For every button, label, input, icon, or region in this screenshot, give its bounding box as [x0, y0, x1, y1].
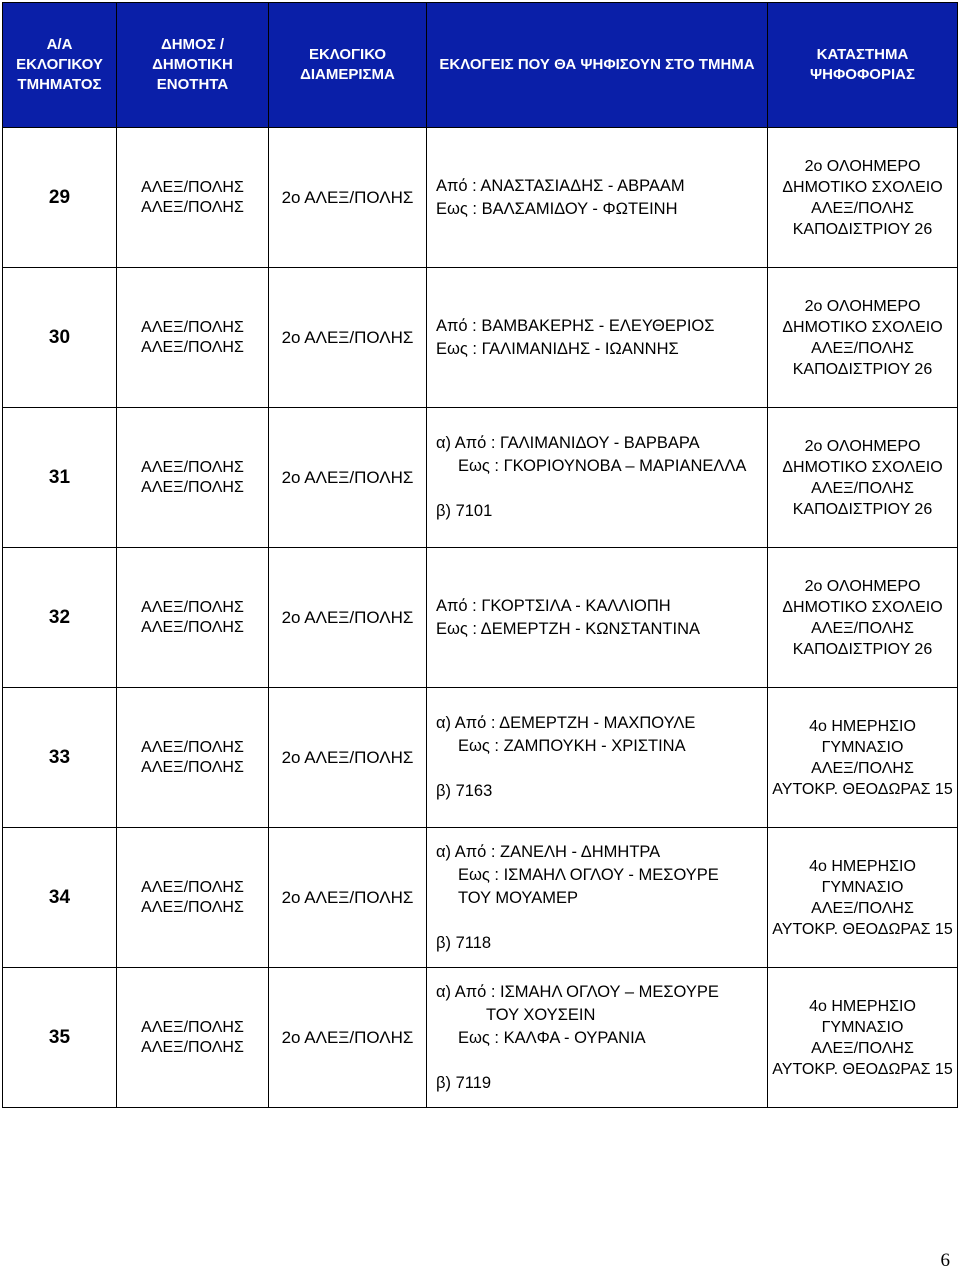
row-number: 33 — [3, 688, 117, 828]
table-row — [3, 968, 958, 1108]
table-body — [3, 128, 958, 1108]
row-number: 30 — [3, 268, 117, 408]
row-voters: α) Από : ΔΕΜΕΡΤΖΗ - ΜΑΧΠΟΥΛΕ Εως : ΖΑΜΠΟΥΚΗ - ΧΡΙΣΤΙΝΑ β) 7163 — [427, 688, 768, 828]
row-district: 2ο ΑΛΕΞ/ΠΟΛΗΣ — [269, 828, 427, 968]
row-district: 2ο ΑΛΕΞ/ΠΟΛΗΣ — [269, 548, 427, 688]
polling-stations-table — [2, 2, 958, 1108]
row-municipality: ΑΛΕΞ/ΠΟΛΗΣ ΑΛΕΞ/ΠΟΛΗΣ — [117, 268, 269, 408]
row-municipality: ΑΛΕΞ/ΠΟΛΗΣ ΑΛΕΞ/ΠΟΛΗΣ — [117, 548, 269, 688]
row-municipality: ΑΛΕΞ/ΠΟΛΗΣ ΑΛΕΞ/ΠΟΛΗΣ — [117, 408, 269, 548]
row-municipality: ΑΛΕΞ/ΠΟΛΗΣ ΑΛΕΞ/ΠΟΛΗΣ — [117, 688, 269, 828]
row-municipality: ΑΛΕΞ/ΠΟΛΗΣ ΑΛΕΞ/ΠΟΛΗΣ — [117, 968, 269, 1108]
row-district: 2ο ΑΛΕΞ/ΠΟΛΗΣ — [269, 268, 427, 408]
row-location: 2ο ΟΛΟΗΜΕΡΟ ΔΗΜΟΤΙΚΟ ΣΧΟΛΕΙΟ ΑΛΕΞ/ΠΟΛΗΣ ΚΑΠΟΔΙΣΤΡΙΟΥ 26 — [768, 408, 958, 548]
row-number: 29 — [3, 128, 117, 268]
row-number: 31 — [3, 408, 117, 548]
row-voters: α) Από : ΖΑΝΕΛΗ - ΔΗΜΗΤΡΑ Εως : ΙΣΜΑΗΛ ΟΓΛΟΥ - ΜΕΣΟΥΡΕ ΤΟΥ ΜΟΥΑΜΕΡ β) 7118 — [427, 828, 768, 968]
header-col-voters: ΕΚΛΟΓΕΙΣ ΠΟΥ ΘΑ ΨΗΦΙΣΟΥΝ ΣΤΟ ΤΜΗΜΑ — [427, 3, 768, 128]
row-number: 32 — [3, 548, 117, 688]
header-col-number: Α/Α ΕΚΛΟΓΙΚΟΥ ΤΜΗΜΑΤΟΣ — [3, 3, 117, 128]
table-row — [3, 688, 958, 828]
row-district: 2ο ΑΛΕΞ/ΠΟΛΗΣ — [269, 688, 427, 828]
row-voters: Από : ΓΚΟΡΤΣΙΛΑ - ΚΑΛΛΙΟΠΗ Εως : ΔΕΜΕΡΤΖΗ - ΚΩΝΣΤΑΝΤΙΝΑ — [427, 548, 768, 688]
table-row — [3, 408, 958, 548]
row-district: 2ο ΑΛΕΞ/ΠΟΛΗΣ — [269, 408, 427, 548]
row-voters: α) Από : ΓΑΛΙΜΑΝΙΔΟΥ - ΒΑΡΒΑΡΑ Εως : ΓΚΟΡΙΟΥΝΟΒΑ – ΜΑΡΙΑΝΕΛΛΑ β) 7101 — [427, 408, 768, 548]
row-location: 2ο ΟΛΟΗΜΕΡΟ ΔΗΜΟΤΙΚΟ ΣΧΟΛΕΙΟ ΑΛΕΞ/ΠΟΛΗΣ ΚΑΠΟΔΙΣΤΡΙΟΥ 26 — [768, 128, 958, 268]
table-row — [3, 268, 958, 408]
row-municipality: ΑΛΕΞ/ΠΟΛΗΣ ΑΛΕΞ/ΠΟΛΗΣ — [117, 828, 269, 968]
row-number: 34 — [3, 828, 117, 968]
row-voters: Από : ΒΑΜΒΑΚΕΡΗΣ - ΕΛΕΥΘΕΡΙΟΣ Εως : ΓΑΛΙΜΑΝΙΔΗΣ - ΙΩΑΝΝΗΣ — [427, 268, 768, 408]
table-header — [3, 3, 958, 128]
row-location: 4ο ΗΜΕΡΗΣΙΟ ΓΥΜΝΑΣΙΟ ΑΛΕΞ/ΠΟΛΗΣ ΑΥΤΟΚΡ. ΘΕΟΔΩΡΑΣ 15 — [768, 968, 958, 1108]
row-location: 4ο ΗΜΕΡΗΣΙΟ ΓΥΜΝΑΣΙΟ ΑΛΕΞ/ΠΟΛΗΣ ΑΥΤΟΚΡ. ΘΕΟΔΩΡΑΣ 15 — [768, 688, 958, 828]
row-voters: Από : ΑΝΑΣΤΑΣΙΑΔΗΣ - ΑΒΡΑΑΜ Εως : ΒΑΛΣΑΜΙΔΟΥ - ΦΩΤΕΙΝΗ — [427, 128, 768, 268]
header-col-municipality: ΔΗΜΟΣ / ΔΗΜΟΤΙΚΗ ΕΝΟΤΗΤΑ — [117, 3, 269, 128]
row-district: 2ο ΑΛΕΞ/ΠΟΛΗΣ — [269, 968, 427, 1108]
row-municipality: ΑΛΕΞ/ΠΟΛΗΣ ΑΛΕΞ/ΠΟΛΗΣ — [117, 128, 269, 268]
row-location: 2ο ΟΛΟΗΜΕΡΟ ΔΗΜΟΤΙΚΟ ΣΧΟΛΕΙΟ ΑΛΕΞ/ΠΟΛΗΣ ΚΑΠΟΔΙΣΤΡΙΟΥ 26 — [768, 268, 958, 408]
row-district: 2ο ΑΛΕΞ/ΠΟΛΗΣ — [269, 128, 427, 268]
header-col-location: ΚΑΤΑΣΤΗΜΑ ΨΗΦΟΦΟΡΙΑΣ — [768, 3, 958, 128]
row-location: 4ο ΗΜΕΡΗΣΙΟ ΓΥΜΝΑΣΙΟ ΑΛΕΞ/ΠΟΛΗΣ ΑΥΤΟΚΡ. ΘΕΟΔΩΡΑΣ 15 — [768, 828, 958, 968]
table-row — [3, 128, 958, 268]
header-col-district: ΕΚΛΟΓΙΚΟ ΔΙΑΜΕΡΙΣΜΑ — [269, 3, 427, 128]
row-number: 35 — [3, 968, 117, 1108]
row-voters: α) Από : ΙΣΜΑΗΛ ΟΓΛΟΥ – ΜΕΣΟΥΡΕ ΤΟΥ ΧΟΥΣΕΙΝ Εως : ΚΑΛΦΑ - ΟΥΡΑΝΙΑ β) 7119 — [427, 968, 768, 1108]
table-row — [3, 828, 958, 968]
page-number: 6 — [940, 1250, 950, 1271]
table-row — [3, 548, 958, 688]
row-location: 2ο ΟΛΟΗΜΕΡΟ ΔΗΜΟΤΙΚΟ ΣΧΟΛΕΙΟ ΑΛΕΞ/ΠΟΛΗΣ ΚΑΠΟΔΙΣΤΡΙΟΥ 26 — [768, 548, 958, 688]
